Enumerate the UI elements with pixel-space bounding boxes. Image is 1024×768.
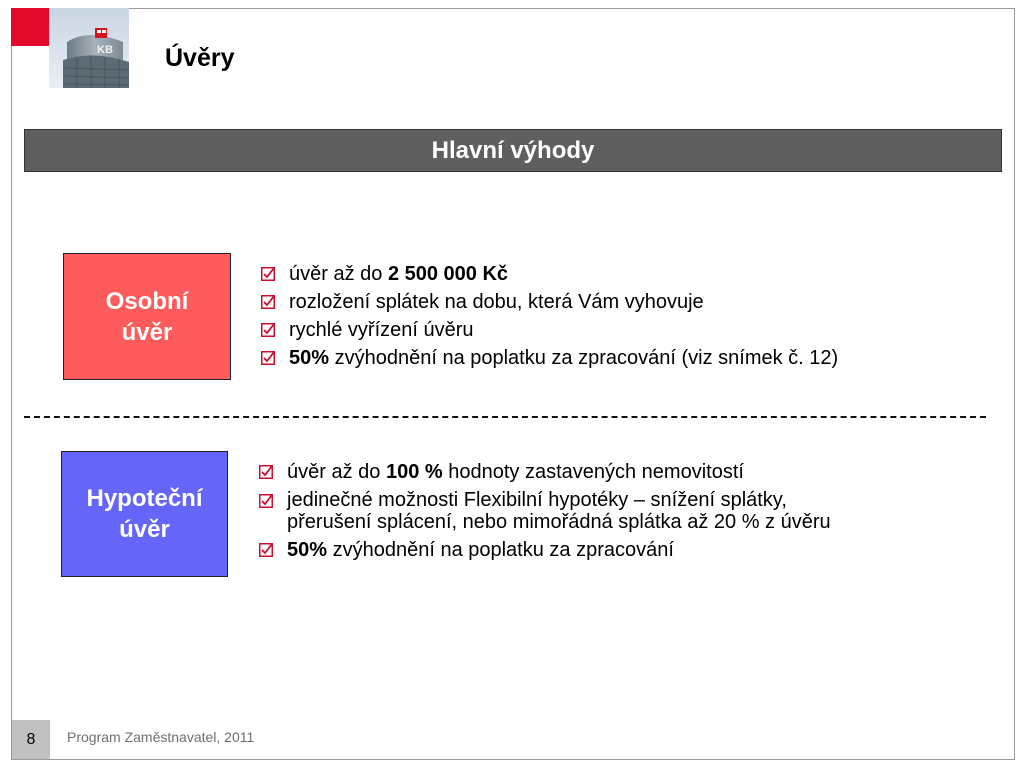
section-divider [24,416,986,418]
benefit-text: zvýhodnění na poplatku za zpracování [327,539,674,561]
benefit-text: rozložení splátek na dobu, která Vám vyhovuje [289,291,704,313]
personal-loan-box [63,253,231,380]
checkbox-checked-icon [261,323,275,337]
list-item [259,489,979,533]
benefit-text-line1: jedinečné možnosti Flexibilní hypotéky – snížení splátky, [287,489,787,511]
banner-title: Hlavní výhody [431,136,595,164]
page-number: 8 [12,720,50,759]
checkbox-checked-icon [259,543,273,557]
list-item [261,346,981,370]
personal-loan-label-line1: Osobní [105,287,189,315]
checkbox-checked-icon [261,295,275,309]
list-item [259,538,979,562]
kb-building-photo [49,8,129,88]
personal-loan-benefits [261,262,981,374]
kb-logo-text: KB [97,44,113,56]
checkbox-checked-icon [259,494,273,508]
checkbox-checked-icon [259,465,273,479]
slide-frame [11,8,1015,760]
benefit-text: rychlé vyřízení úvěru [289,319,474,341]
benefit-highlight: 50% [289,347,330,369]
mortgage-loan-box [61,451,228,577]
benefit-text: zvýhodnění na poplatku za zpracování (viz snímek č. 12) [329,347,839,369]
benefit-text: hodnoty zastavených nemovitostí [442,461,744,483]
benefit-text: úvěr až do [289,263,388,285]
list-item [261,262,981,286]
page-title: Úvěry [165,44,235,72]
mortgage-loan-benefits [259,460,979,567]
benefit-highlight: 2 500 000 Kč [387,263,509,285]
mortgage-loan-label-line1: Hypoteční [86,485,203,512]
benefit-highlight: 50% [287,539,328,561]
building-image [49,8,129,88]
brand-logo-block [11,8,49,46]
list-item [259,460,979,484]
footer-text: Program Zaměstnavatel, 2011 [67,729,255,745]
mortgage-loan-label-line2: úvěr [119,516,170,543]
list-item [261,290,981,314]
benefit-text: úvěr až do [287,461,386,483]
list-item [261,318,981,342]
checkbox-checked-icon [261,351,275,365]
benefit-highlight: 100 % [385,461,443,483]
benefit-text-line2: přerušení splácení, nebo mimořádná splátka až 20 % z úvěru [287,511,831,533]
personal-loan-label-line2: úvěr [121,318,173,346]
section-banner [24,129,1002,172]
checkbox-checked-icon [261,267,275,281]
